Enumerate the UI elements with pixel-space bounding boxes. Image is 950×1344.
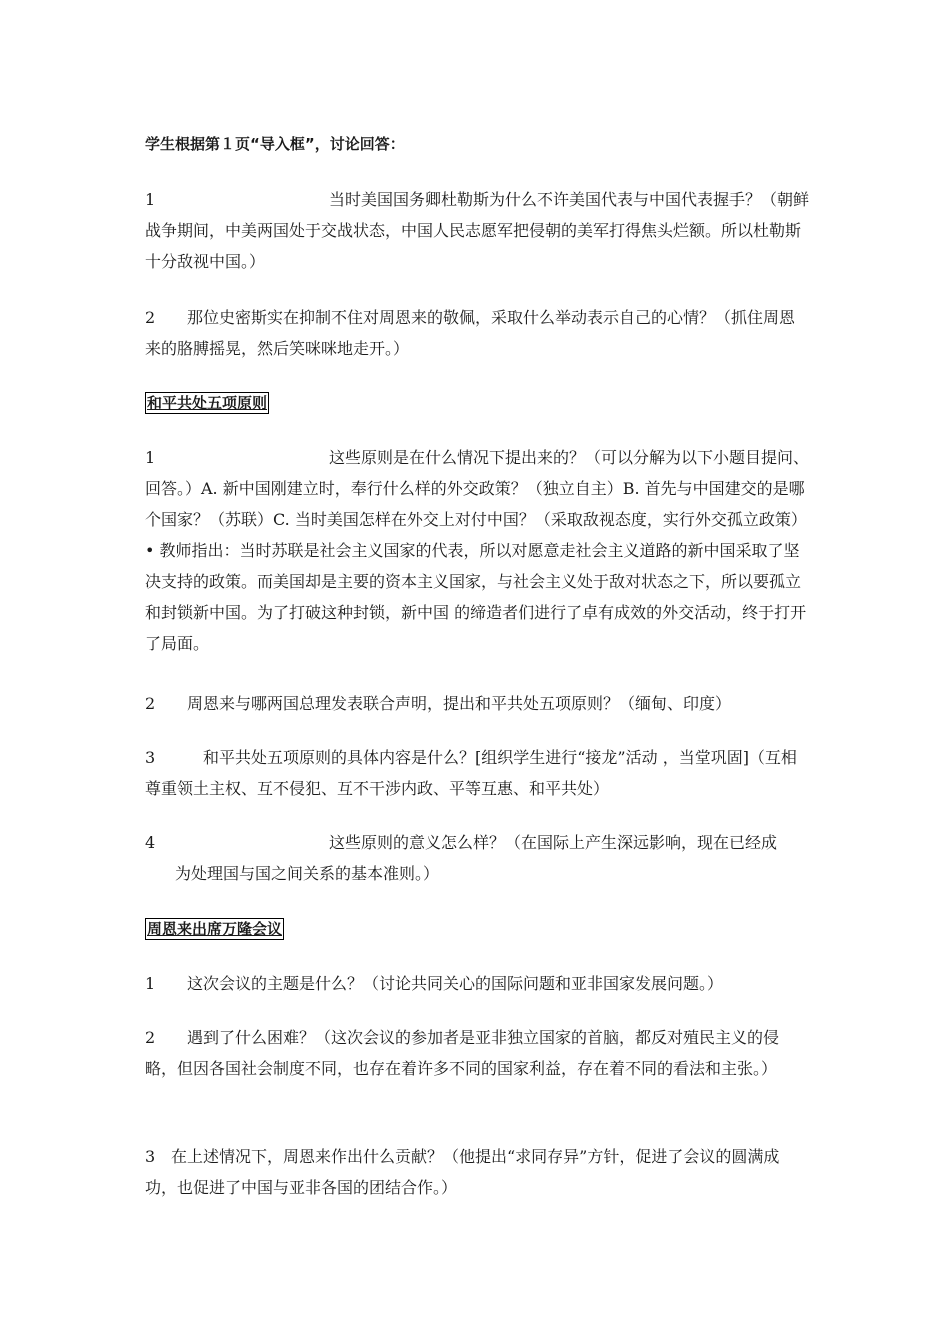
question-number: 1 [145,974,156,993]
question-number: 3 [145,748,156,767]
question-number: 2 [145,308,156,327]
question-2-2 [145,688,809,719]
question-3-2 [145,1022,809,1084]
question-number: 3 [145,1147,156,1166]
question-1-1 [145,184,809,277]
question-text: 在上述情况下，周恩来作出什么贡献？（他提出“求同存异”方针，促进了会议的圆满成功，也促进了中国与亚非各国的团结合作。） [145,1147,780,1197]
section-heading-five-principles: 和平共处五项原则 [147,394,268,412]
question-1-2 [145,302,809,364]
question-text: 那位史密斯实在抑制不住对周恩来的敬佩，采取什么举动表示自己的心情？（抓住周恩来的胳膊摇晃，然后笑咪咪地走开。） [145,308,796,358]
question-3-3 [145,1141,809,1203]
question-3-1 [145,968,809,999]
question-number: 2 [145,694,156,713]
question-2-1 [145,442,809,659]
question-number: 2 [145,1028,156,1047]
question-2-4 [145,827,809,889]
question-text: 当时美国国务卿杜勒斯为什么不许美国代表与中国代表握手？（朝鲜战争期间，中美两国处于交战状态，中国人民志愿军把侵朝的美军打得焦头烂额。所以杜勒斯十分敌视中国。） [145,190,810,271]
intro-line: 学生根据第１页“导入框”，讨论回答： [145,135,405,153]
section-heading-bandung: 周恩来出席万隆会议 [147,920,283,938]
question-text: 这些原则是在什么情况下提出来的？（可以分解为以下小题目提问、回答。）A. 新中国刚建立时，奉行什么样的外交政策？（独立自主）B. 首先与中国建交的是哪个国家？（苏联）C. 当时美国怎样在外交上对付中国？（采取敌视态度，实行外交孤立政策）• 教师指出：当时苏联是社会主义国家的代表，所以对愿意走社会主义道路的新中国采取了坚决支持的政策。而美国却是主要的资本主义国家，与社会主义处于敌对状态之下，所以要孤立和封锁新中国。为了打破这种封锁，新中国 的缔造者们进行了卓有成效的外交活动，终于打开了局面。 [145,448,810,653]
question-text-line1: 这些原则的意义怎么样？（在国际上产生深远影响，现在已经成 [329,833,778,852]
question-2-3 [145,742,809,804]
question-text-line2: 为处理国与国之间关系的基本准则。） [175,864,440,883]
question-text: 周恩来与哪两国总理发表联合声明，提出和平共处五项原则？（缅甸、印度） [187,694,732,713]
question-text: 和平共处五项原则的具体内容是什么？[组织学生进行“接龙”活动 ，当堂巩固]（互相尊重领土主权、互不侵犯、互不干涉内政、平等互惠、和平共处） [145,748,797,798]
question-number: 4 [145,833,156,852]
question-text: 遇到了什么困难？（这次会议的参加者是亚非独立国家的首脑，都反对殖民主义的侵略，但因各国社会制度不同，也存在着许多不同的国家利益，存在着不同的看法和主张。） [145,1028,780,1078]
question-number: 1 [145,190,156,209]
question-text: 这次会议的主题是什么？（讨论共同关心的国际问题和亚非国家发展问题。） [187,974,724,993]
question-number: 1 [145,448,156,467]
